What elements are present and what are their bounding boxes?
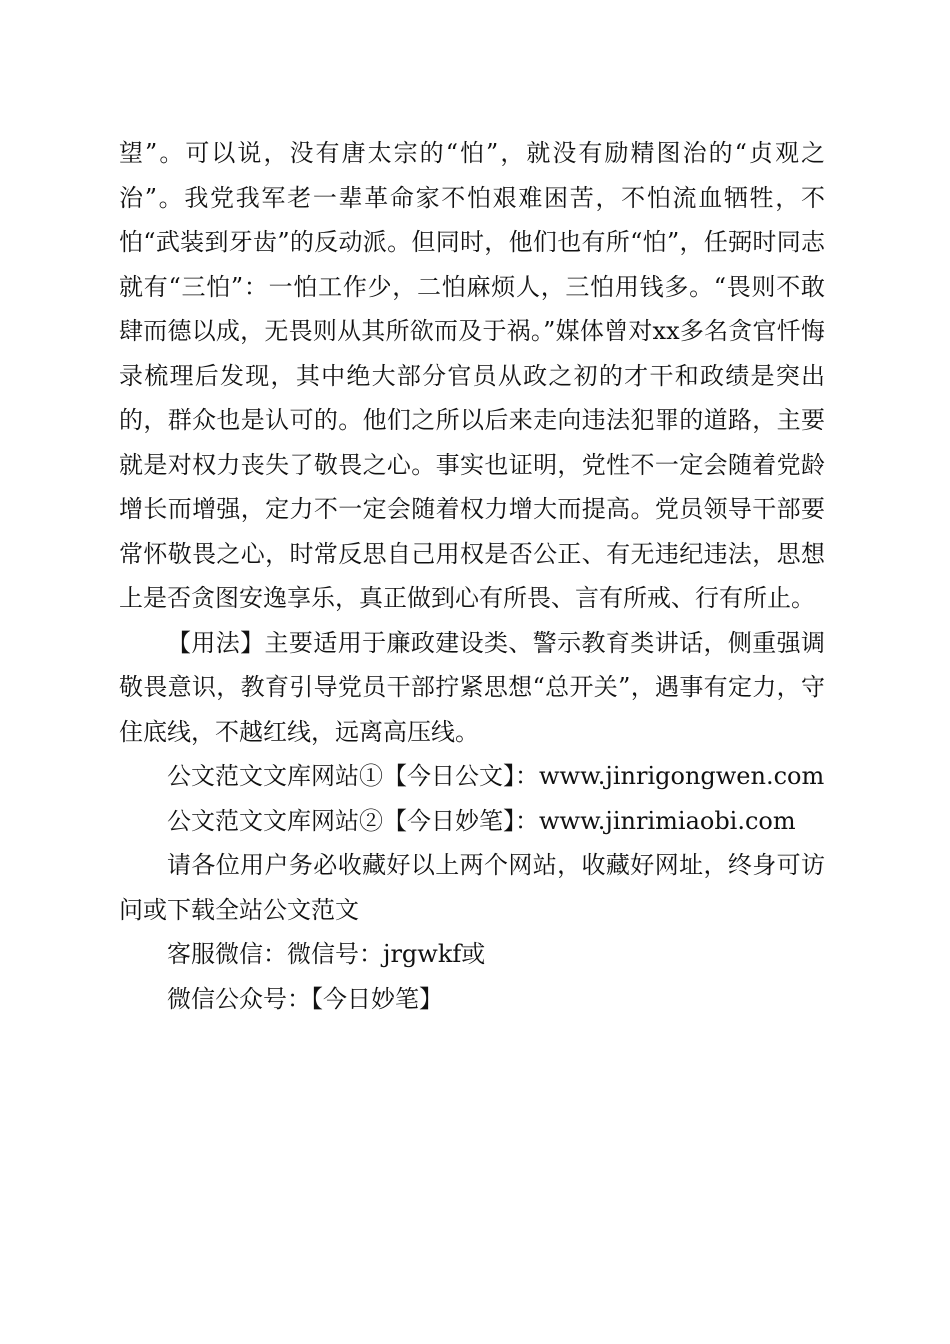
usage-paragraph: 【用法】主要适用于廉政建设类、警示教育类讲话，侧重强调敬畏意识，教育引导党员干部拧紧思想“总开关”，遇事有定力，守住底线，不越红线，远离高压线。: [119, 628, 825, 746]
website-line-1: 公文范文文库网站①【今日公文】：www.jinrigongwen.com: [167, 762, 825, 790]
wechat-official-account: 微信公众号：【今日妙笔】: [167, 984, 443, 1013]
document-body: [119, 131, 825, 1021]
body-paragraph-continued: 望”。可以说，没有唐太宗的“怕”，就没有励精图治的“贞观之治”。我党我军老一辈革命家不怕艰难困苦，不怕流血牺牲，不怕“武装到牙齿”的反动派。但同时，他们也有所“怕”，任弼时同志就有“三怕”：一怕工作少，二怕麻烦人，三怕用钱多。“畏则不敢肆而德以成，无畏则从其所欲而及于祸。”媒体曾对xx多名贪官忏悔录梳理后发现，其中绝大部分官员从政之初的才干和政绩是突出的，群众也是认可的。他们之所以后来走向违法犯罪的道路，主要就是对权力丧失了敬畏之心。事实也证明，党性不一定会随着党龄增长而增强，定力不一定会随着权力增大而提高。党员领导干部要常怀敬畏之心，时常反思自己用权是否公正、有无违纪违法，思想上是否贪图安逸享乐，真正做到心有所畏、言有所戒、行有所止。: [119, 139, 825, 612]
customer-service-wechat: 客服微信：微信号：jrgwkf或: [167, 940, 486, 968]
bookmark-notice: 请各位用户务必收藏好以上两个网站，收藏好网址，终身可访问或下载全站公文范文: [119, 851, 825, 924]
website-line-2: 公文范文文库网站②【今日妙笔】：www.jinrimiaobi.com: [167, 806, 796, 835]
